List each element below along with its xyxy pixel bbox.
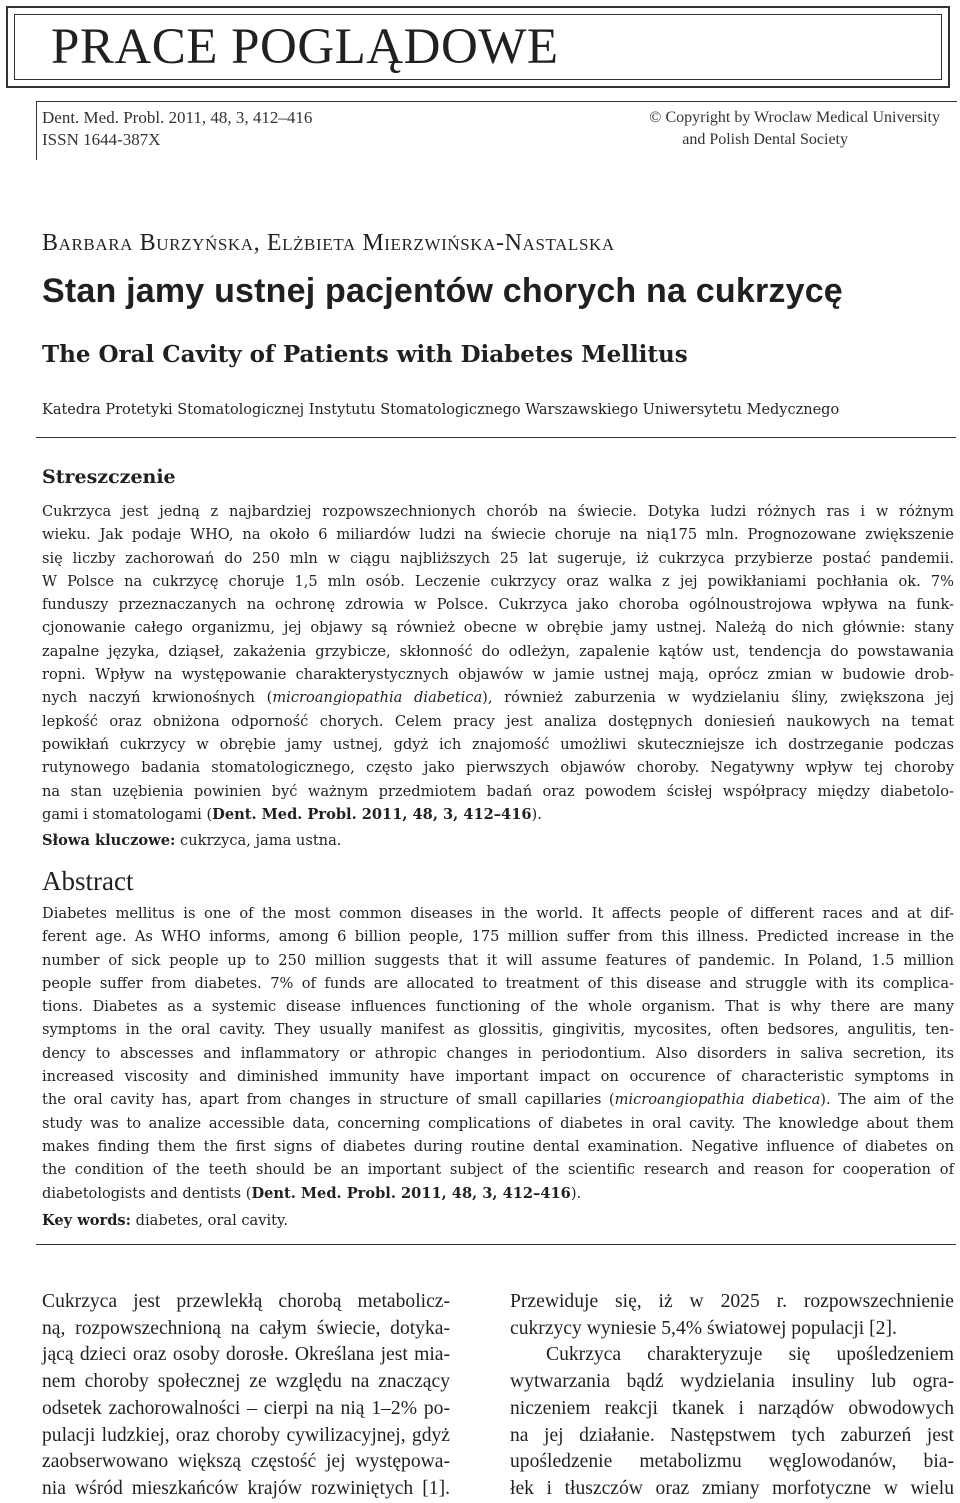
copyright-block bbox=[649, 107, 940, 151]
copyright-society: and Polish Dental Society bbox=[682, 131, 848, 148]
text-line: niczeniem reakcji tkanek i narządów obwodowych bbox=[510, 1397, 954, 1419]
abstract-heading: Abstract bbox=[42, 866, 134, 896]
keywords-value: diabetes, oral cavity. bbox=[131, 1212, 288, 1229]
text-line: tions. Diabetes as a systemic disease influences functioning of the whole organism. That is why there are many bbox=[42, 998, 954, 1016]
section-title: PRACE POGLĄDOWE bbox=[51, 18, 559, 75]
text-line: na jej działanie. Następstwem tych zaburzeń jest bbox=[510, 1424, 954, 1446]
text-line: wytwarzania bądź wydzielania insuliny lub ogra- bbox=[510, 1371, 954, 1393]
section-banner bbox=[6, 6, 950, 88]
copyright-line: © Copyright by Wroclaw Medical University bbox=[649, 109, 940, 126]
text-line: study was to analize accessible data, concerning complications of diabetes in oral cavity. The knowledge about them bbox=[42, 1114, 954, 1132]
text-line: nia wśród mieszkańców krajów rozwiniętych [1]. bbox=[42, 1477, 450, 1499]
text-run: ). The aim of the bbox=[820, 1091, 955, 1109]
abstract-body bbox=[42, 902, 954, 1205]
text-line: funduszy przeznaczanych na ochronę zdrowia w Polsce. Cukrzyca jako choroba ogólnoustrojowa wpływa na funk- bbox=[42, 596, 954, 614]
keywords-value: cukrzyca, jama ustna. bbox=[175, 832, 342, 849]
text-line: rutynowego badania stomatologicznego, często jako pierwszych objawów choroby. Negatywny wpływ tej choroby bbox=[42, 759, 954, 777]
text-line: Cukrzyca charakteryzuje się upośledzeniem bbox=[546, 1344, 954, 1366]
text-line: łek i tłuszczów oraz zmiany morfotyczne w wielu bbox=[510, 1477, 954, 1499]
text-line: pulacji ludzkiej, oraz choroby cywilizacyjnej, gdyż bbox=[42, 1424, 450, 1446]
text-line: nem choroby społecznej ze względu na znaczący bbox=[42, 1371, 450, 1393]
keywords-label: Key words: bbox=[42, 1212, 132, 1229]
text-line: people suffer from diabetes. 7% of funds are allocated to treatment of this disease and struggle with its complica- bbox=[42, 974, 954, 992]
text-line: cjonowanie całego organizmu, jej objawy są również obecne w obrębie jamy ustnej. Należą do nich głównie: stany bbox=[42, 619, 954, 637]
keywords-en bbox=[42, 1212, 288, 1229]
citation-bold: Dent. Med. Probl. 2011, 48, 3, 412–416 bbox=[212, 805, 532, 823]
text-line: Cukrzyca jest jedną z najbardziej rozpowszechnionych chorób na świecie. Dotyka ludzi różnych ras i w różnym bbox=[42, 503, 954, 520]
text-line: ropni. Wpływ na występowanie charakterystycznych objawów w jamie ustnej mają, oprócz zmian w budowie drob- bbox=[42, 666, 954, 684]
italic-term: microangiopathia diabetica bbox=[614, 1091, 821, 1109]
keywords-pl bbox=[42, 832, 341, 849]
text-line: increased viscosity and diminished immunity have important impact on occurence of characteristic symptoms in bbox=[42, 1068, 954, 1086]
text-line: makes finding them the first signs of diabetes during routine dental examination. Negative influence of diabetes on bbox=[42, 1137, 954, 1155]
text-line: się liczby zachorowań do 250 mln w ciągu najbliższych 25 lat sugeruje, iż cukrzyca przybierze postać pandemii. bbox=[42, 549, 954, 567]
italic-term: microangiopathia diabetica bbox=[272, 689, 483, 707]
text-line bbox=[42, 803, 954, 826]
text-run: nych naczyń krwionośnych ( bbox=[42, 689, 273, 707]
text-run: ). bbox=[570, 1184, 582, 1202]
text-line: ną, rozpowszechnioną na całym świecie, dotyka- bbox=[42, 1317, 450, 1339]
text-line bbox=[42, 686, 954, 709]
text-line: na stan uzębienia powinien być ważnym przedmiotem badań oraz powodem ścisłej współpracy między diabetolo- bbox=[42, 782, 954, 800]
text-run: Cukrzyca jest przewlekłą chorobą metabolicz- bbox=[42, 1291, 450, 1312]
text-line: odsetek zachorowalności – cierpi na nią 1–2% po- bbox=[42, 1397, 450, 1419]
text-run: gami i stomatologami ( bbox=[42, 805, 213, 823]
text-line: wieku. Jak podaje WHO, na około 6 miliardów ludzi na świecie choruje na nią175 mln. Prognozowane zwiększenie bbox=[42, 526, 954, 544]
section-banner-inner bbox=[14, 14, 942, 80]
abstract-divider bbox=[36, 1244, 956, 1245]
text-line: symptoms in the oral cavity. They usually manifest as glossitis, gingivitis, mycosites, often bedsores, angulitis, ten- bbox=[42, 1021, 954, 1039]
header-divider bbox=[36, 437, 956, 438]
text-line bbox=[42, 1088, 954, 1111]
text-run: the oral cavity has, apart from changes in structure of small capillaries ( bbox=[42, 1091, 615, 1109]
text-line: dency to abscesses and inflammatory or athropic changes in periodontium. Also disorders in saliva secretion, its bbox=[42, 1044, 954, 1062]
title-polish: Stan jamy ustnej pacjentów chorych na cukrzycę bbox=[42, 272, 843, 310]
streszczenie-body bbox=[42, 500, 954, 826]
text-line: number of sick people up to 250 million suggests that it will assume features of pandemic. In Poland, 1.5 million bbox=[42, 951, 954, 969]
text-run: ), również zaburzenia w wydzielaniu śliny, zwiększona jej bbox=[482, 689, 954, 707]
text-line: zapalne języka, dziąseł, zakażenia grzybicze, skłonność do odleżyn, zapalenie kątów ust, tendencja do powstawania bbox=[42, 642, 954, 660]
body-column-right bbox=[510, 1289, 954, 1503]
text-line: zaobserwowano większą częstość jej występowa- bbox=[42, 1451, 450, 1473]
citation-bold: Dent. Med. Probl. 2011, 48, 3, 412–416 bbox=[251, 1184, 571, 1202]
text-line: ferent age. As WHO informs, among 6 billion people, 175 million suffer from this illness. Predicted increase in the bbox=[42, 928, 954, 946]
text-line: upośledzenie metabolizmu węglowodanów, bia- bbox=[510, 1451, 954, 1473]
streszczenie-heading: Streszczenie bbox=[42, 466, 176, 488]
text-run: diabetologists and dentists ( bbox=[42, 1184, 252, 1202]
keywords-label: Słowa kluczowe: bbox=[42, 832, 176, 849]
text-line: lepkość oraz obniżona odporność chorych. Celem pracy jest analiza dostępnych doniesień naukowych na temat bbox=[42, 712, 954, 730]
affiliation: Katedra Protetyki Stomatologicznej Instytutu Stomatologicznego Warszawskiego Uniwersytetu Medycznego bbox=[42, 402, 840, 418]
text-line bbox=[42, 1289, 450, 1316]
text-line: cukrzycy wyniesie 5,4% światowej populacji [2]. bbox=[510, 1317, 897, 1339]
text-line: jącą dzieci oraz osoby dorosłe. Określana jest mia- bbox=[42, 1344, 450, 1366]
text-line: Diabetes mellitus is one of the most common diseases in the world. It affects people of different races and at dif- bbox=[42, 905, 954, 922]
text-line: Przewiduje się, iż w 2025 r. rozpowszechnienie bbox=[510, 1291, 954, 1312]
text-line: powikłań cukrzycy w obrębie jamy ustnej, gdyż ich znajomość umożliwi skuteczniejsze ich dostrzeganie podczas bbox=[42, 735, 954, 753]
text-line: the condition of the teeth should be an important subject of the scientific research and reason for cooperation of bbox=[42, 1161, 954, 1179]
body-column-left bbox=[42, 1289, 450, 1503]
issn-line: ISSN 1644-387X bbox=[42, 130, 161, 149]
citation-line: Dent. Med. Probl. 2011, 48, 3, 412–416 bbox=[42, 108, 313, 127]
text-run: ). bbox=[531, 805, 542, 823]
title-english: The Oral Cavity of Patients with Diabetes Mellitus bbox=[42, 341, 688, 368]
text-line: W Polsce na cukrzycę choruje 1,5 mln osób. Leczenie cukrzycy oraz walka z jej powikłaniami pochłania ok. 7% bbox=[42, 572, 954, 590]
citation-block bbox=[42, 107, 312, 151]
text-line bbox=[42, 1182, 954, 1205]
authors: Barbara Burzyńska, Elżbieta Mierzwińska-Nastalska bbox=[42, 230, 615, 256]
